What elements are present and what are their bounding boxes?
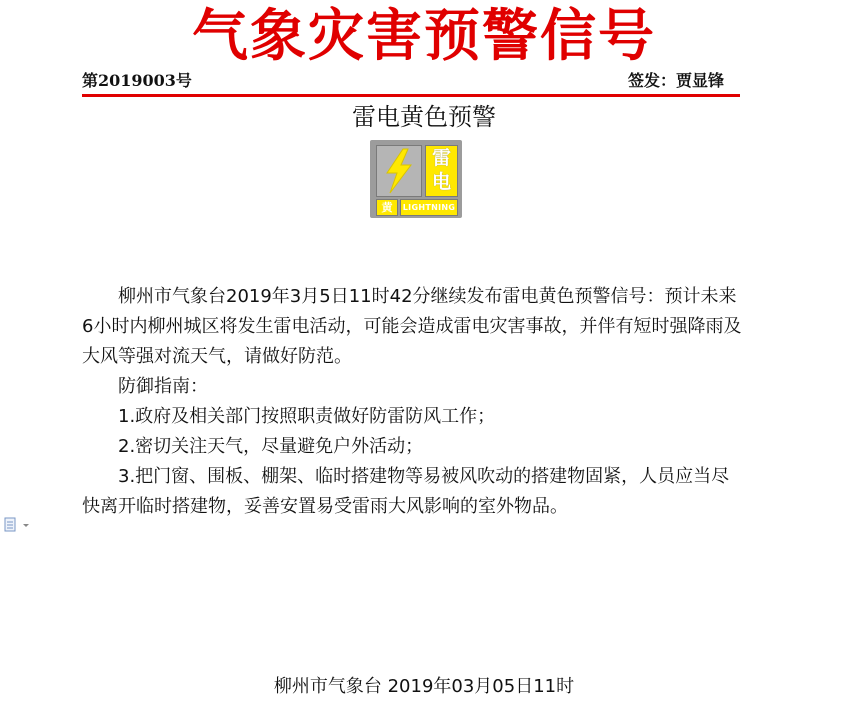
red-divider — [82, 94, 740, 97]
paste-options-icon[interactable] — [4, 517, 34, 533]
char-dian: 电 — [431, 171, 451, 193]
lightning-bolt-icon — [377, 146, 421, 196]
document-number: 第2019003号 — [82, 71, 192, 90]
english-label: LIGHTNING — [400, 199, 458, 216]
warning-content — [82, 282, 742, 522]
document-title: 气象灾害预警信号 — [192, 3, 656, 69]
char-lei: 雷 — [431, 147, 451, 169]
issuer-footer: 柳州市气象台 2019年03月05日11时 — [273, 676, 575, 697]
guide-item: 2.密切关注天气，尽量避免户外活动； — [118, 436, 424, 457]
warning-title: 雷电黄色预警 — [352, 103, 496, 131]
signer: 签发：贾显锋 — [627, 71, 724, 90]
guide-item: 3.把门窗、围板、棚架、临时搭建物等易被风吹动的搭建物固紧，人员应当尽快离开临时搭建物，妥善安置易受雷雨大风影响的室外物品。 — [82, 466, 730, 517]
level-label: 黄 — [376, 199, 398, 216]
warning-chars — [425, 145, 458, 197]
guide-item: 1.政府及相关部门按照职责做好防雷防风工作； — [118, 406, 496, 427]
lightning-yellow-warning-icon — [370, 140, 462, 218]
meta-row — [82, 70, 740, 94]
intro-paragraph: 柳州市气象台2019年3月5日11时42分继续发布雷电黄色预警信号：预计未来6小时内柳州城区将发生雷电活动，可能会造成雷电灾害事故，并伴有短时强降雨及大风等强对流天气，请做好防范。 — [82, 286, 742, 367]
guide-title: 防御指南： — [118, 376, 208, 397]
bolt-panel — [376, 145, 422, 197]
